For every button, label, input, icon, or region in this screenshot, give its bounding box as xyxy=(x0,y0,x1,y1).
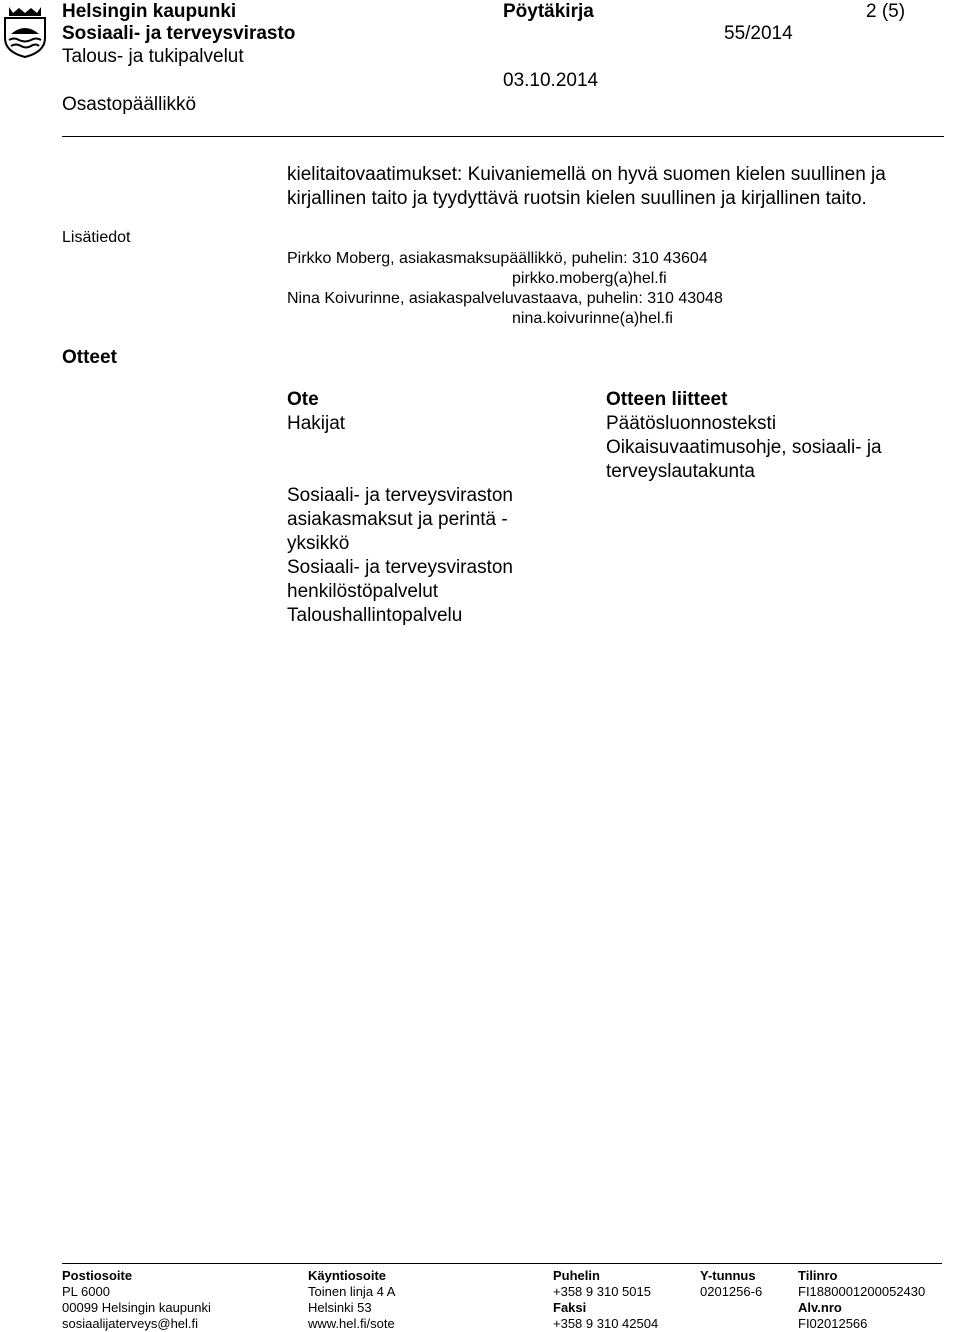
footer-label: Postiosoite xyxy=(62,1268,133,1283)
ote-recipient: Hakijat xyxy=(287,413,346,434)
footer-value: sosiaalijaterveys@hel.fi xyxy=(62,1316,199,1331)
footer-value: FI1880001200052430 xyxy=(798,1284,926,1299)
helsinki-crest-logo xyxy=(3,4,47,58)
footer-business-id xyxy=(700,1268,762,1300)
footer-value: Helsinki 53 xyxy=(308,1300,372,1315)
ote-heading: Ote xyxy=(287,389,319,410)
document-number: 55/2014 xyxy=(724,23,793,44)
footer-value: www.hel.fi/sote xyxy=(308,1316,395,1331)
contact-2-email: nina.koivurinne(a)hel.fi xyxy=(512,310,673,327)
intro-line-1: kielitaitovaatimukset: Kuivaniemellä on hyvä suomen kielen suullinen ja xyxy=(287,164,886,185)
footer-phone xyxy=(553,1268,658,1332)
header-divider xyxy=(62,136,944,137)
ote-recipient: asiakasmaksut ja perintä - xyxy=(287,509,508,530)
ote-recipient: Taloushallintopalvelu xyxy=(287,605,463,626)
decision-maker: Osastopäällikkö xyxy=(62,94,197,115)
footer-value: 00099 Helsingin kaupunki xyxy=(62,1300,211,1315)
footer-label: Tilinro xyxy=(798,1268,838,1283)
footer-value: +358 9 310 5015 xyxy=(553,1284,651,1299)
unit-name: Talous- ja tukipalvelut xyxy=(62,46,244,67)
footer-label: Puhelin xyxy=(553,1268,600,1283)
liitteet-heading: Otteen liitteet xyxy=(606,389,728,410)
footer-label: Faksi xyxy=(553,1300,587,1315)
footer-label: Alv.nro xyxy=(798,1300,842,1315)
footer-label: Käyntiosoite xyxy=(308,1268,387,1283)
footer-label: Y-tunnus xyxy=(700,1268,756,1283)
liite-item: Päätösluonnosteksti xyxy=(606,413,777,434)
department-name: Sosiaali- ja terveysvirasto xyxy=(62,23,296,44)
otteet-label: Otteet xyxy=(62,347,117,368)
ote-recipient: henkilöstöpalvelut xyxy=(287,581,439,602)
document-date: 03.10.2014 xyxy=(503,70,599,91)
footer-divider xyxy=(62,1263,942,1264)
organization-name: Helsingin kaupunki xyxy=(62,1,237,22)
footer-postal xyxy=(62,1268,211,1332)
footer-account xyxy=(798,1268,925,1332)
footer-value: FI02012566 xyxy=(798,1316,868,1331)
footer-value: PL 6000 xyxy=(62,1284,110,1299)
document-type: Pöytäkirja xyxy=(503,1,594,22)
footer-visit xyxy=(308,1268,395,1332)
footer-value: +358 9 310 42504 xyxy=(553,1316,659,1331)
footer-value: Toinen linja 4 A xyxy=(308,1284,396,1299)
intro-line-2: kirjallinen taito ja tyydyttävä ruotsin kielen suullinen ja kirjallinen taito. xyxy=(287,188,867,209)
ote-recipient: Sosiaali- ja terveysviraston xyxy=(287,485,513,506)
ote-recipient: Sosiaali- ja terveysviraston xyxy=(287,557,513,578)
liite-item: terveyslautakunta xyxy=(606,461,755,482)
liite-item: Oikaisuvaatimusohje, sosiaali- ja xyxy=(606,437,882,458)
lisatiedot-label: Lisätiedot xyxy=(62,229,131,246)
page-number: 2 (5) xyxy=(866,1,906,22)
contact-1: Pirkko Moberg, asiakasmaksupäällikkö, puhelin: 310 43604 xyxy=(287,250,708,267)
contact-2: Nina Koivurinne, asiakaspalveluvastaava, puhelin: 310 43048 xyxy=(287,290,723,307)
contact-1-email: pirkko.moberg(a)hel.fi xyxy=(512,270,667,287)
ote-recipient: yksikkö xyxy=(287,533,350,554)
footer-value: 0201256-6 xyxy=(700,1284,763,1299)
